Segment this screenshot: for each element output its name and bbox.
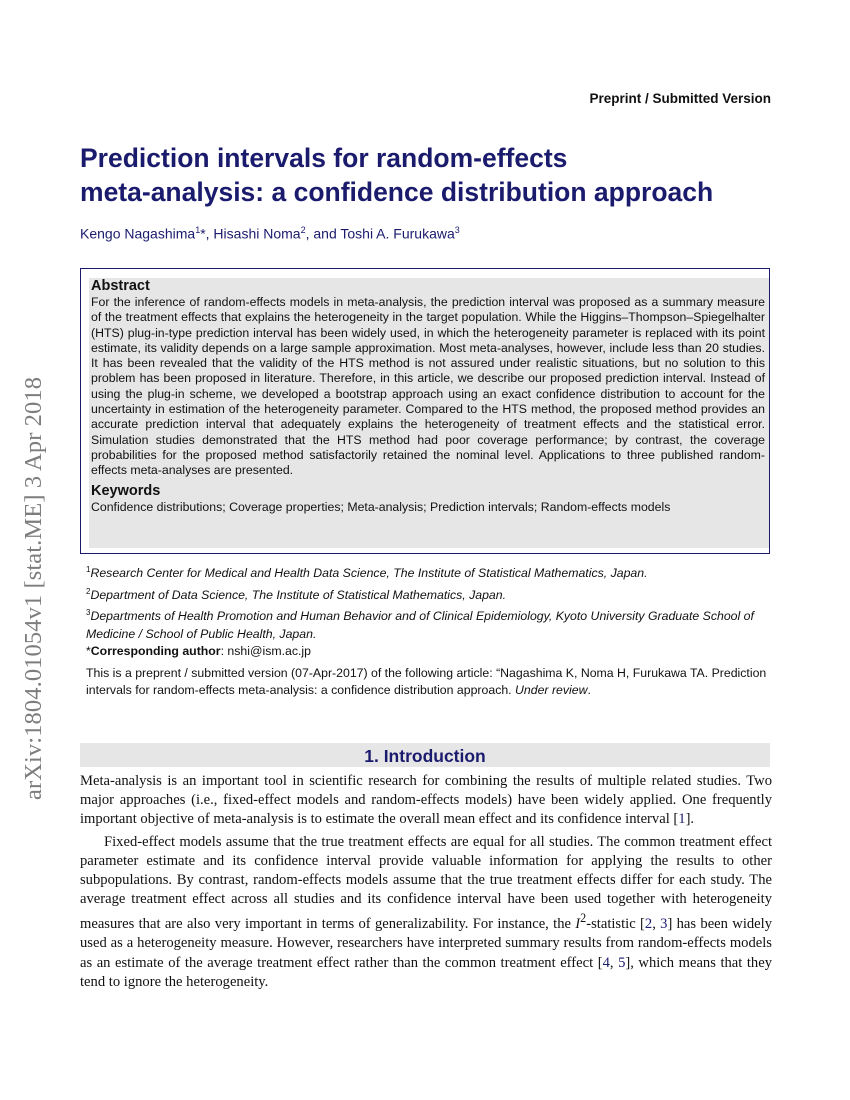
keywords-text: Confidence distributions; Coverage properties; Meta-analysis; Prediction intervals; Random-effects models: [91, 499, 671, 514]
preprint-label: Preprint / Submitted Version: [589, 91, 771, 106]
citation-link[interactable]: 3: [660, 916, 668, 933]
paragraph-2: [80, 833, 772, 992]
keywords-heading: Keywords: [91, 482, 161, 499]
affiliation-2-number: 2: [86, 586, 91, 596]
author-1-star: *: [200, 225, 206, 242]
p1-text-2: ].: [685, 811, 695, 828]
corresponding-label: Corresponding author: [90, 644, 221, 659]
paragraph-1: [80, 772, 772, 830]
i-squared-symbol: I: [575, 916, 581, 933]
preprint-note-text: This is a preprent / submitted version (07-Apr-2017) of the following article: “Nagashima K, Noma H, Furukawa TA. Prediction intervals for random-effects meta-analysis: a confidence distribution approach.: [86, 666, 767, 697]
abstract-content: [91, 278, 765, 515]
citation-link[interactable]: 1: [678, 811, 686, 828]
author-1-affil: 1: [195, 225, 201, 235]
author-3-affil: 3: [454, 225, 460, 235]
section-header: [80, 743, 770, 767]
corresponding-email: : nshi@ism.ac.jp: [220, 644, 311, 659]
p1-text-1: Meta-analysis is an important tool in scientific research for combining the results of multiple related studies. Two major approaches (i.e., fixed-effect models and random-effects models) have been widely applied. One frequently important objective of meta-analysis is to estimate the overall mean effect and its confidence interval [: [80, 773, 772, 828]
p2-text-1: Fixed-effect models assume that the true treatment effects are equal for all studies. The common treatment effect parameter estimate and its confidence interval provide valuable information for applying the results to other subpopulations. By contrast, random-effects models assume that the true treatment effects differ for each study. The average treatment effect across all studies and its confidence interval have been used together with heterogeneity measures that are also very important in terms of generalizability. For instance, the: [80, 833, 772, 933]
introduction-body: [80, 772, 772, 992]
corresponding-author: [86, 643, 776, 661]
affiliation-3-number: 3: [86, 608, 91, 618]
author-2-affil: 2: [300, 225, 306, 235]
abstract-heading: Abstract: [91, 278, 150, 294]
affiliation-1-text: Research Center for Medical and Health Data Science, The Institute of Statistical Mathematics, Japan.: [90, 566, 648, 581]
p2-text-2: -statistic [: [586, 916, 645, 933]
abstract-text: For the inference of random-effects models in meta-analysis, the prediction interval was proposed as a summary measure of the treatment effects that explains the heterogeneity in the target population. While the Higgins–Thompson–Spiegelhalter (HTS) plug-in-type prediction interval has been widely used, in which the heterogeneity parameter is replaced with its point estimate, its validity depends on a large sample approximation. Most meta-analyses, however, include less than 20 studies. It has been revealed that the validity of the HTS method is not assured under realistic situations, but no solution to this problem has been proposed in literature. Therefore, in this article, we describe our proposed prediction interval. Instead of using the plug-in scheme, we developed a bootstrap approach using an exact confidence distribution to account for the uncertainty in estimation of the heterogeneity parameter. Compared to the HTS method, the proposed method provides an accurate prediction interval that adequately explains the heterogeneity of treatment effects and the statistical error. Simulation studies demonstrated that the HTS method had poor coverage performance; by contrast, the coverage probabilities for the proposed method satisfactorily retained the nominal level. Applications to three published random-effects meta-analyses are presented.: [91, 295, 765, 478]
author-list: [80, 225, 460, 242]
section-title: 1. Introduction: [364, 746, 486, 766]
corresponding-star: *: [86, 644, 91, 659]
citation-link[interactable]: 2: [644, 916, 653, 933]
affiliation-1: [86, 561, 776, 583]
author-3: , and Toshi A. Furukawa: [305, 225, 455, 242]
affiliations: [86, 561, 776, 661]
affiliation-1-number: 1: [86, 565, 91, 574]
title-line-1: Prediction intervals for random-effects: [80, 143, 568, 173]
affiliation-3: [86, 604, 776, 643]
p2-text-3: ] has been widely used as a heterogeneity measure. However, researchers have interpreted summary results from random-effects models as an estimate of the average treatment effect rather than the common treatment effect [: [80, 916, 772, 971]
abstract-box: [80, 268, 770, 554]
author-2: , Hisashi Noma: [205, 225, 301, 242]
preprint-note-italic: Under review: [515, 683, 588, 697]
i-squared-superscript: 2: [580, 911, 587, 926]
arxiv-stamp: arXiv:1804.01054v1 [stat.ME] 3 Apr 2018: [20, 376, 47, 800]
citation-link[interactable]: 5: [618, 954, 626, 971]
preprint-note-end: .: [587, 683, 591, 697]
title-line-2: meta-analysis: a confidence distribution approach: [80, 177, 714, 207]
preprint-note: [86, 665, 776, 699]
affiliation-2: [86, 583, 776, 605]
author-1: Kengo Nagashima: [80, 225, 196, 242]
citation-separator: ,: [609, 954, 619, 971]
affiliation-2-text: Department of Data Science, The Institute of Statistical Mathematics, Japan.: [90, 587, 507, 602]
p2-text-4: ], which means that they tend to ignore the heterogeneity.: [80, 954, 773, 990]
citation-separator: ,: [652, 916, 661, 933]
citation-link[interactable]: 4: [602, 954, 610, 971]
affiliation-3-text: Departments of Health Promotion and Human Behavior and of Clinical Epidemiology, Kyoto University Graduate School of Medicine / School of Public Health, Japan.: [86, 609, 754, 641]
paper-title: [80, 141, 780, 209]
